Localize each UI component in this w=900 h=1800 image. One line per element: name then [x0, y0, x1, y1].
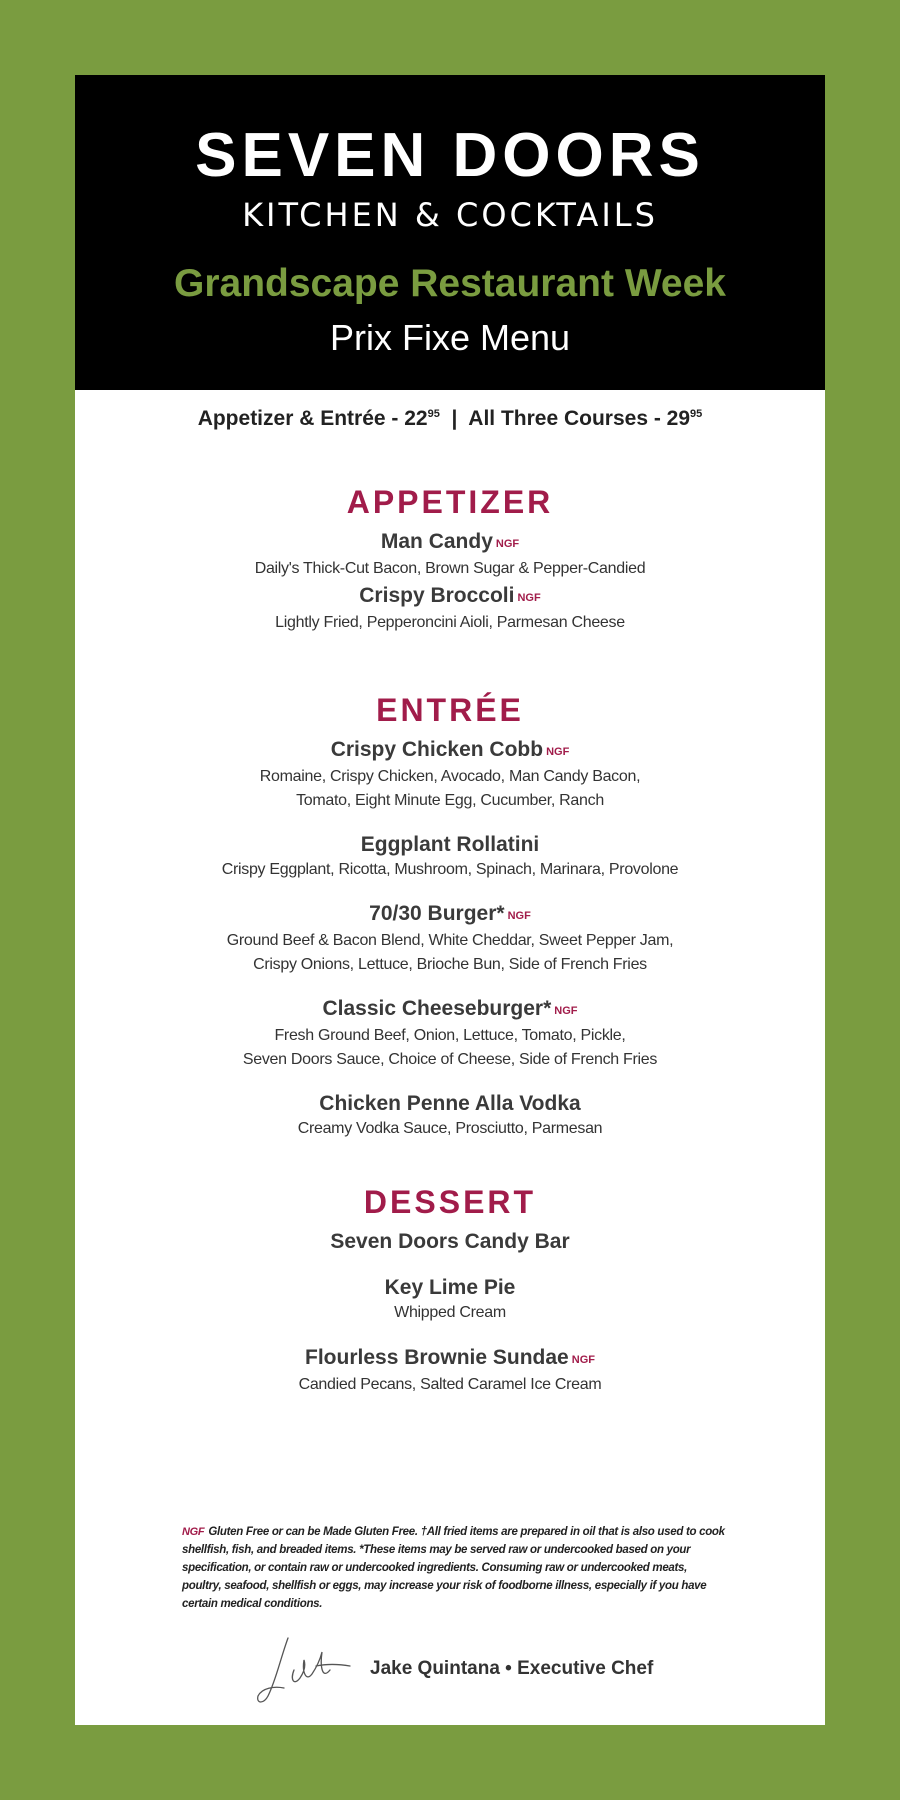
menu-item-name	[75, 901, 825, 929]
price-option-2: All Three Courses - 29	[468, 407, 691, 430]
price-option-1-cents: 95	[427, 408, 440, 420]
section-title-dessert: DESSERT	[363, 1184, 537, 1220]
dessert-section	[75, 1183, 825, 1397]
price-option-2-cents: 95	[690, 408, 703, 420]
price-option-1: Appetizer & Entrée - 22	[197, 407, 428, 430]
gf-badge: NGF	[546, 746, 570, 758]
menu-item-name	[75, 832, 825, 858]
pricing-line	[75, 407, 825, 431]
menu-item-name	[75, 529, 825, 557]
menu-item	[75, 901, 825, 977]
menu-item-name-text: Seven Doors Candy Bar	[330, 1230, 570, 1253]
menu-item-description: Crispy Onions, Lettuce, Brioche Bun, Side of French Fries	[253, 956, 647, 973]
menu-item-name-text: Key Lime Pie	[384, 1276, 516, 1299]
menu-item-name	[75, 1229, 825, 1255]
menu-item-name-text: Flourless Brownie Sundae	[305, 1346, 569, 1369]
section-title-appetizer: APPETIZER	[346, 484, 554, 520]
entree-items	[75, 737, 825, 1141]
gf-badge: NGF	[495, 538, 520, 550]
menu-item-name-text: Crispy Chicken Cobb	[330, 738, 544, 761]
gf-badge: NGF	[507, 910, 531, 922]
menu-item-description: Tomato, Eight Minute Egg, Cucumber, Ranch	[296, 792, 604, 809]
menu-item	[75, 583, 825, 635]
menu-item-description: Fresh Ground Beef, Onion, Lettuce, Tomato, Pickle,	[274, 1027, 626, 1044]
menu-item	[75, 1091, 825, 1141]
menu-item	[75, 1275, 825, 1325]
menu-item-name-text: Crispy Broccoli	[359, 584, 515, 607]
menu-item-name	[75, 737, 825, 765]
menu-item-name	[75, 1091, 825, 1117]
menu-subtitle: Prix Fixe Menu	[329, 317, 571, 358]
menu-item	[75, 1345, 825, 1397]
footnote-text: Gluten Free or can be Made Gluten Free. †All fried items are prepared in oil that is also used to cook shellfish, fish, and breaded items. *These items may be served raw or undercooked based on your specification, or contain raw or undercooked ingredients. Consuming raw or undercooked meats, poultry, seafood, shellfish or eggs, may increase your risk of foodborne illness, especially if you have certain medical conditions.	[182, 1526, 725, 1610]
chef-signature-block	[250, 1630, 670, 1710]
menu-item-name-text: Chicken Penne Alla Vodka	[319, 1092, 581, 1115]
gf-badge: NGF	[517, 592, 541, 604]
event-title: Grandscape Restaurant Week	[174, 262, 726, 305]
menu-item-description: Crispy Eggplant, Ricotta, Mushroom, Spinach, Marinara, Provolone	[221, 861, 679, 878]
allergen-footnote	[182, 1523, 727, 1613]
menu-item-description: Creamy Vodka Sauce, Prosciutto, Parmesan	[297, 1120, 603, 1137]
menu-item-name-text: Eggplant Rollatini	[360, 833, 540, 856]
menu-item-description: Romaine, Crispy Chicken, Avocado, Man Candy Bacon,	[259, 768, 641, 785]
menu-item-name-text: Man Candy	[380, 530, 493, 553]
menu-item-description: Whipped Cream	[394, 1304, 506, 1321]
entree-section	[75, 691, 825, 1141]
menu-item-name-text: Classic Cheeseburger*	[322, 997, 552, 1020]
menu-item	[75, 529, 825, 581]
section-title-entree: ENTRÉE	[376, 692, 524, 728]
menu-item-description: Lightly Fried, Pepperoncini Aioli, Parmesan Cheese	[275, 614, 625, 631]
menu-item-name	[75, 583, 825, 611]
gf-badge: NGF	[554, 1005, 578, 1017]
gf-badge: NGF	[182, 1526, 205, 1538]
chef-signature-icon	[250, 1630, 370, 1710]
restaurant-name: SEVEN DOORS	[195, 121, 705, 190]
menu-card	[75, 75, 825, 1725]
menu-item-description: Seven Doors Sauce, Choice of Cheese, Side of French Fries	[242, 1051, 658, 1068]
menu-item	[75, 832, 825, 882]
menu-item-description: Daily's Thick-Cut Bacon, Brown Sugar & Pepper-Candied	[254, 560, 646, 577]
appetizer-items	[75, 529, 825, 635]
menu-item-name	[75, 1345, 825, 1373]
menu-item	[75, 1229, 825, 1255]
appetizer-section	[75, 483, 825, 635]
menu-item-name	[75, 996, 825, 1024]
menu-item-name-text: 70/30 Burger*	[369, 902, 505, 925]
menu-item	[75, 737, 825, 813]
menu-item-name	[75, 1275, 825, 1301]
chef-name: Jake Quintana • Executive Chef	[370, 1658, 654, 1679]
gf-badge: NGF	[571, 1354, 595, 1366]
price-separator: |	[451, 407, 458, 430]
menu-item-description: Candied Pecans, Salted Caramel Ice Cream	[298, 1376, 602, 1393]
menu-item-description: Ground Beef & Bacon Blend, White Cheddar, Sweet Pepper Jam,	[226, 932, 674, 949]
dessert-items	[75, 1229, 825, 1397]
menu-header	[75, 75, 825, 390]
menu-item	[75, 996, 825, 1072]
restaurant-tagline: KITCHEN & COCKTAILS	[242, 196, 658, 234]
